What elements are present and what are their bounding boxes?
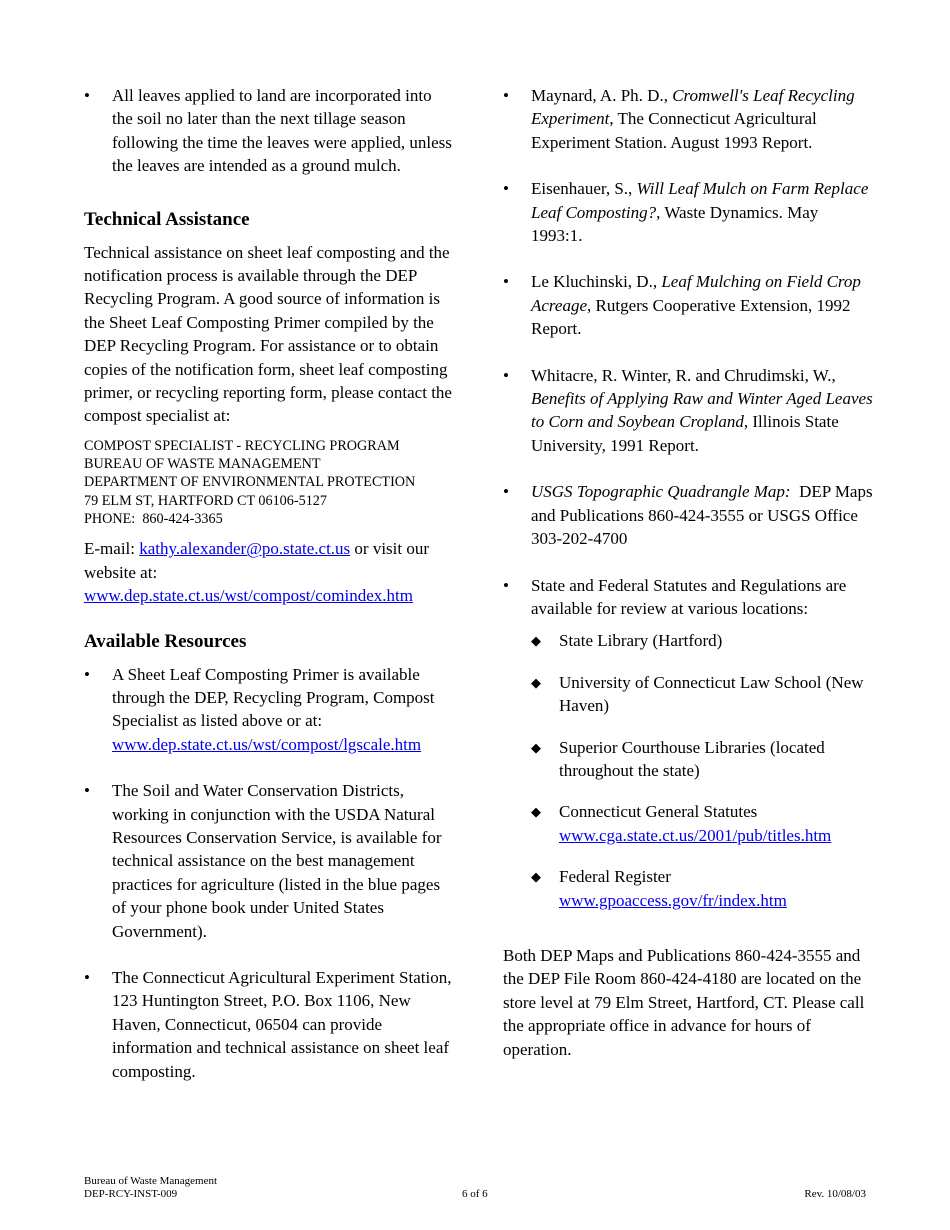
ref-source: , Waste Dynamics. May 1993:1. xyxy=(531,202,819,246)
list-item xyxy=(503,84,873,154)
bullet-icon: • xyxy=(84,86,90,105)
bullet-icon: • xyxy=(503,272,509,292)
ref-title: Cromwell's Leaf Recycling Experiment xyxy=(531,86,855,129)
left-column xyxy=(84,84,454,1083)
list-item xyxy=(503,364,873,458)
address-line: DEPARTMENT OF ENVIRONMENTAL PROTECTION xyxy=(84,474,416,491)
federal-register-link[interactable]: www.gpoaccess.gov/fr/index.htm xyxy=(559,890,787,910)
list-item xyxy=(503,800,873,847)
references-list xyxy=(503,84,877,620)
list-item xyxy=(503,736,873,783)
diamond-bullet-icon: ◆ xyxy=(531,739,541,755)
list-item xyxy=(503,629,873,652)
location-text: Federal Register xyxy=(559,867,671,887)
ref-title: USGS Topographic Quadrangle Map: xyxy=(531,482,791,502)
bullet-icon: • xyxy=(503,575,509,595)
list-item xyxy=(84,779,454,943)
diamond-bullet-icon: ◆ xyxy=(531,633,541,649)
bullet-icon: • xyxy=(503,482,509,502)
list-item xyxy=(84,84,454,178)
closing-paragraph: Both DEP Maps and Publications 860-424-3555 and the DEP File Room 860-424-4180 are located on the store level at 79 Elm Street, Hartford, CT. Please call the appropriate office in advance for hours of operation. xyxy=(503,945,865,1059)
diamond-bullet-icon: ◆ xyxy=(531,674,541,690)
ref-source: , Rutgers Cooperative Extension, 1992 Report. xyxy=(531,295,851,339)
list-item xyxy=(503,480,877,550)
resource-text: The Soil and Water Conservation Districts, working in conjunction with the USDA Natural Resources Conservation Service, is available for technical assistance on the best management practices for agriculture (listed in the blue pages of your phone book under United States Government). xyxy=(112,781,442,941)
technical-assistance-heading: Technical Assistance xyxy=(84,208,250,230)
available-resources-heading: Available Resources xyxy=(84,630,247,652)
ref-author: Le Kluchinski, D., xyxy=(531,272,662,292)
ref-source: , The Connecticut Agricultural Experiment Station. August 1993 Report. xyxy=(531,109,817,152)
ref-author: Whitacre, R. Winter, R. and Chrudimski, W., xyxy=(531,365,836,385)
email-suffix: or visit our website at: xyxy=(84,539,434,582)
website-link[interactable]: www.dep.state.ct.us/wst/compost/comindex.htm xyxy=(84,586,413,606)
diamond-bullet-icon: ◆ xyxy=(531,804,541,820)
footer-doc-id: DEP-RCY-INST-009 xyxy=(84,1188,178,1200)
locations-list xyxy=(503,629,873,912)
footer-bureau: Bureau of Waste Management xyxy=(84,1175,218,1187)
list-item xyxy=(503,177,873,247)
address-line: BUREAU OF WASTE MANAGEMENT xyxy=(84,456,321,473)
bullet-icon: • xyxy=(84,968,90,988)
ref-source: , Illinois State University, 1991 Report. xyxy=(531,412,839,455)
bullet-icon: • xyxy=(503,179,509,199)
resource-text: The Connecticut Agricultural Experiment Station, 123 Huntington Street, P.O. Box 1106, New Haven, Connecticut, 06504 can provide information and technical assistance on sheet leaf composting. xyxy=(112,968,452,1081)
bullet-icon: • xyxy=(503,86,509,105)
location-text: University of Connecticut Law School (New Haven) xyxy=(559,672,864,716)
bullet-text: All leaves applied to land are incorporated into the soil no later than the next tillage season following the time the leaves were applied, unless the leaves are intended as a ground mulch. xyxy=(112,86,452,176)
list-item xyxy=(84,663,454,757)
ref-author: Maynard, A. Ph. D., xyxy=(531,86,673,105)
contact-address xyxy=(84,437,454,528)
list-item xyxy=(84,966,454,1083)
footer-revision: Rev. 10/08/03 xyxy=(804,1188,866,1200)
address-line: 79 ELM ST, HARTFORD CT 06106-5127 xyxy=(84,492,327,509)
resources-list xyxy=(84,663,454,1084)
bullet-icon: • xyxy=(503,365,509,385)
contact-email-paragraph xyxy=(84,537,454,607)
statutes-link[interactable]: www.cga.state.ct.us/2001/pub/titles.htm xyxy=(559,825,832,845)
page-footer xyxy=(84,1175,866,1201)
resource-text: A Sheet Leaf Composting Primer is available through the DEP, Recycling Program, Compost Specialist as listed above or at: xyxy=(112,664,435,731)
location-text: Connecticut General Statutes xyxy=(559,802,758,822)
email-link[interactable]: kathy.alexander@po.state.ct.us xyxy=(139,539,351,559)
address-line: PHONE: 860-424-3365 xyxy=(84,511,223,528)
ref-title: Benefits of Applying Raw and Winter Aged Leaves to Corn and Soybean Cropland xyxy=(531,389,873,432)
list-item xyxy=(503,865,873,912)
statutes-intro: State and Federal Statutes and Regulations are available for review at various locations: xyxy=(531,575,847,618)
location-text: State Library (Hartford) xyxy=(559,631,723,651)
bullet-icon: • xyxy=(84,664,90,684)
primer-link[interactable]: www.dep.state.ct.us/wst/compost/lgscale.htm xyxy=(112,734,422,754)
list-item xyxy=(503,574,873,621)
email-prefix: E-mail: xyxy=(84,539,140,559)
bullet-icon: • xyxy=(84,781,90,801)
ref-source: DEP Maps and Publications 860-424-3555 or USGS Office 303-202-4700 xyxy=(531,482,877,549)
address-line: COMPOST SPECIALIST - RECYCLING PROGRAM xyxy=(84,437,400,454)
ref-title: Will Leaf Mulch on Farm Replace Leaf Composting? xyxy=(531,179,869,222)
right-column xyxy=(503,84,877,1061)
list-item xyxy=(503,671,873,718)
top-bullet-list xyxy=(84,84,454,178)
list-item xyxy=(503,270,873,340)
diamond-bullet-icon: ◆ xyxy=(531,869,541,885)
location-text: Superior Courthouse Libraries (located throughout the state) xyxy=(559,737,825,780)
ref-title: Leaf Mulching on Field Crop Acreage xyxy=(531,272,861,315)
footer-page-number: 6 of 6 xyxy=(462,1188,488,1200)
ref-author: Eisenhauer, S., xyxy=(531,179,637,199)
technical-assistance-paragraph: Technical assistance on sheet leaf composting and the notification process is available through the DEP Recycling Program. A good source of information is the Sheet Leaf Composting Primer compiled by the DEP Recycling Program. For assistance or to obtain copies of the notification form, sheet leaf composting primer, or recycling reporting form, please contact the compost specialist at: xyxy=(84,242,452,426)
